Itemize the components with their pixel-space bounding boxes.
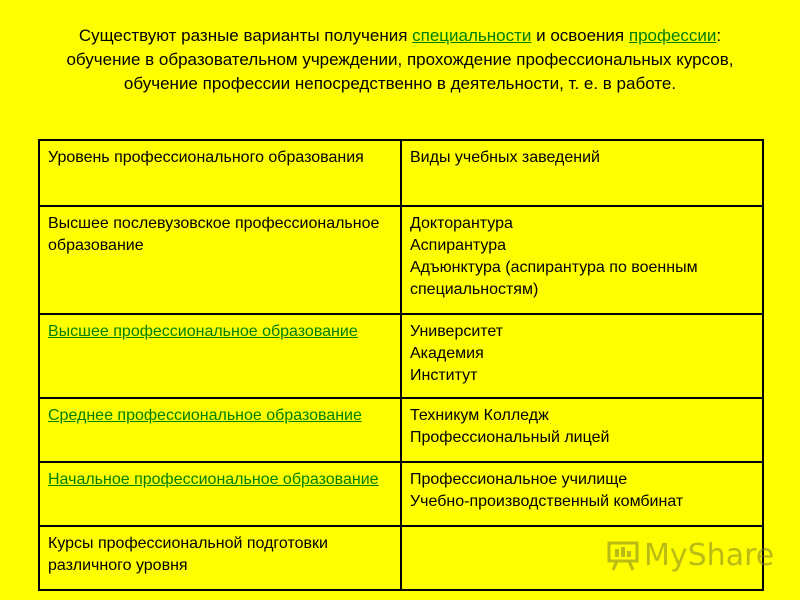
intro-paragraph [50,24,750,96]
education-table [38,139,764,591]
level-text: Курсы профессиональной подготовки различного уровня [48,535,328,574]
watermark [606,538,774,572]
level-cell [39,206,401,314]
level-cell [39,398,401,462]
table-row [39,398,763,462]
institution: Докторантура [410,215,513,232]
intro-text-2: и освоения [531,26,629,45]
institution: Академия [410,345,484,362]
intro-text-1: Существуют разные варианты получения [78,26,413,45]
institution: Профессиональный лицей [410,429,610,446]
header-level: Уровень профессионального образования [39,140,401,206]
presentation-board-icon [606,539,640,571]
level-link[interactable]: Среднее профессиональное образование [48,407,362,424]
level-link[interactable]: Высшее профессиональное образование [48,323,358,340]
link-specialty[interactable]: специальности [412,26,532,45]
level-link[interactable]: Начальное профессиональное образование [48,471,379,488]
institution: Учебно-производственный комбинат [410,493,684,510]
level-cell [39,462,401,526]
table-row [39,462,763,526]
institutions-cell [401,398,763,462]
level-text: Высшее послевузовское профессиональное образование [48,215,380,254]
level-cell [39,314,401,398]
intro-text-3: : обучение в образовательном учреждении, прохождение профессиональных курсов, обучение профессии непосредственно в деятельности, т. е. в работе. [66,26,734,93]
institution: Техникум Колледж [410,407,549,424]
header-institutions: Виды учебных заведений [401,140,763,206]
institutions-cell [401,462,763,526]
table-row [39,206,763,314]
level-cell [39,526,401,590]
watermark-text: MyShare [644,537,775,573]
table-header-row [39,140,763,206]
institution: Профессиональное училище [410,471,628,488]
institution: Аспирантура [410,237,507,254]
institution: Адъюнктура (аспирантура по военным специальностям) [410,259,698,298]
institutions-cell [401,206,763,314]
institution: Институт [410,367,478,384]
table-row [39,314,763,398]
institutions-cell [401,314,763,398]
link-profession[interactable]: профессии [628,26,717,45]
institution: Университет [410,323,504,340]
